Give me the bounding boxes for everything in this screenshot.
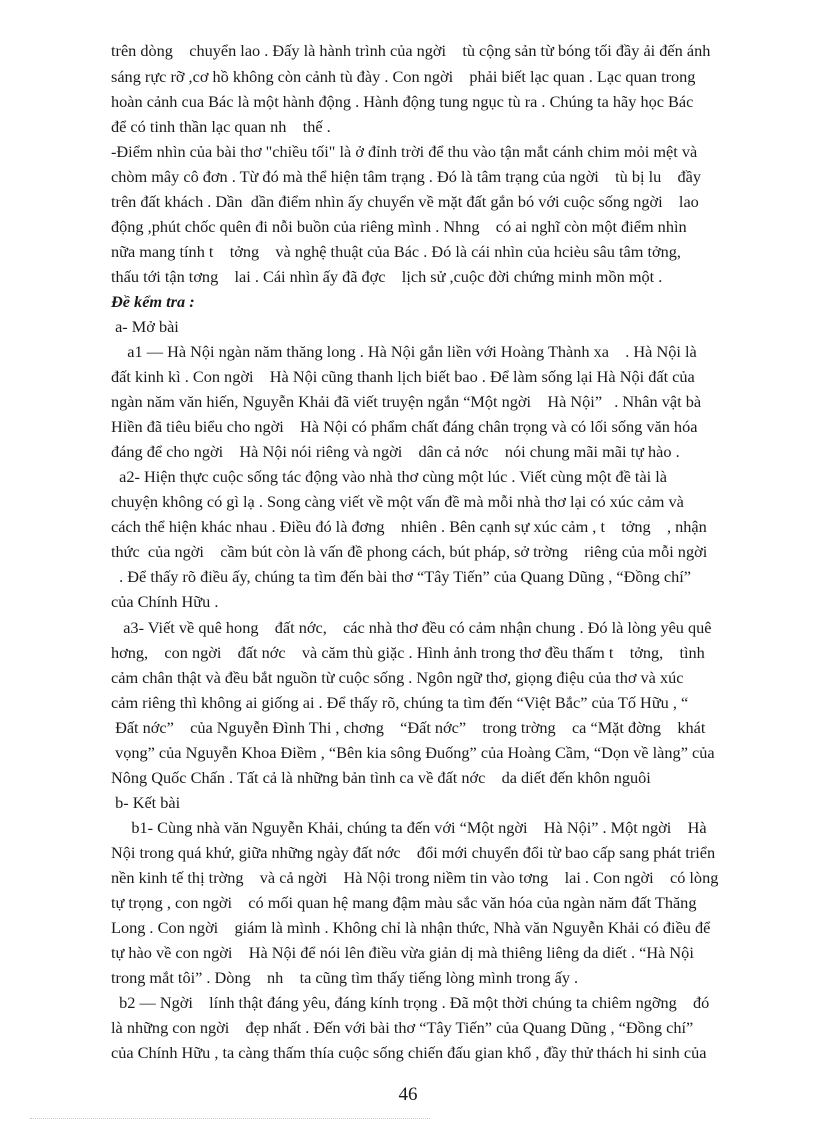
- text-line: vọng” của Nguyễn Khoa Điềm , “Bên kia sông Đuống” của Hoàng Cầm, “Dọn về làng” của: [111, 743, 715, 762]
- text-line: để có tinh thần lạc quan nh thế .: [111, 117, 331, 136]
- text-line: của Chính Hữu , ta càng thấm thía cuộc sống chiến đấu gian khổ , đầy thử thách hi sinh của: [111, 1043, 707, 1062]
- text-line: Nội trong quá khứ, giữa những ngày đất nớc đổi mới chuyển đổi từ bao cấp sang phát triển: [111, 843, 716, 862]
- text-line: cảm riêng thì không ai giống ai . Để thấy rõ, chúng ta tìm đến “Việt Bắc” của Tố Hữu , “: [111, 693, 689, 712]
- text-line: ngàn năm văn hiến, Nguyễn Khải đã viết truyện ngắn “Một ngời Hà Nội” . Nhân vật bà: [111, 392, 702, 411]
- text-line: nền kinh tế thị trờng và cả ngời Hà Nội trong niềm tin vào tơng lai . Con ngời có lòng: [111, 868, 719, 887]
- text-line: là những con ngời đẹp nhất . Đến với bài thơ “Tây Tiến” của Quang Dũng , “Đồng chí”: [111, 1018, 694, 1037]
- text-line: b2 — Ngời lính thật đáng yêu, đáng kính trọng . Đã một thời chúng ta chiêm ngỡng đó: [111, 993, 710, 1012]
- text-line: . Để thấy rõ điều ấy, chúng ta tìm đến bài thơ “Tây Tiến” của Quang Dũng , “Đồng chí”: [111, 567, 691, 586]
- text-line: a1 — Hà Nội ngàn năm thăng long . Hà Nội gắn liền với Hoàng Thành xa . Hà Nội là: [111, 342, 697, 361]
- text-line: -Điểm nhìn của bài thơ "chiều tối" là ở đỉnh trời để thu vào tận mắt cánh chim mỏi mệt và: [111, 142, 698, 161]
- text-line: Hiền đã tiêu biểu cho ngời Hà Nội có phẩm chất đáng chân trọng và có lối sống văn hóa: [111, 417, 698, 436]
- text-line: trên đất khách . Dần dần điểm nhìn ấy chuyển về mặt đất gắn bó với cuộc sống ngời lao: [111, 192, 699, 211]
- text-line: Đất nớc” của Nguyễn Đình Thi , chơng “Đất nớc” trong trờng ca “Mặt đờng khát: [111, 718, 706, 737]
- text-line: trong mắt tôi” . Dòng nh ta cũng tìm thấy tiếng lòng mình trong ấy .: [111, 968, 579, 987]
- text-line: cách thể hiện khác nhau . Điều đó là đơng nhiên . Bên cạnh sự xúc cảm , t tởng , nhận: [111, 517, 707, 536]
- text-line: tự hào về con ngời Hà Nội để nói lên điều vừa giản dị mà thiêng liêng da diết . “Hà Nội: [111, 943, 694, 962]
- text-line: cảm chân thật và đều bắt nguồn từ cuộc sống . Ngôn ngữ thơ, giọng điệu của thơ và xúc: [111, 668, 684, 687]
- text-line: tự trọng , con ngời có mối quan hệ mang đậm màu sắc văn hóa của ngàn năm đất Thăng: [111, 893, 697, 912]
- text-line: động ,phút chốc quên đi nỗi buồn của riêng mình . Nhng có ai nghĩ còn một điểm nhìn: [111, 217, 687, 236]
- text-line: thức của ngời cầm bút còn là vấn đề phong cách, bút pháp, sở trờng riêng của mỗi ngời: [111, 542, 708, 561]
- text-line: hơng, con ngời đất nớc và căm thù giặc . Hình ảnh trong thơ đều thấm t tởng, tình: [111, 643, 705, 662]
- footer-divider: [30, 1118, 430, 1119]
- text-line: Long . Con ngời giám là mình . Không chỉ là nhận thức, Nhà văn Nguyễn Khải có điều để: [111, 918, 711, 937]
- text-line: hoàn cảnh cua Bác là một hành động . Hành động tung ngục tù ra . Chúng ta hãy học Bác: [111, 92, 694, 111]
- text-line: sáng rực rỡ ,cơ hồ không còn cảnh tù đày . Con ngời phải biết lạc quan . Lạc quan trong: [111, 67, 696, 86]
- section-heading: Đề kểm tra :: [111, 292, 195, 311]
- text-line: trên dòng chuyển lao . Đấy là hành trình của ngời tù cộng sản từ bóng tối đầy ải đến ánh: [111, 41, 711, 60]
- text-line: chòm mây cô đơn . Từ đó mà thể hiện tâm trạng . Đó là tâm trạng của ngời tù bị lu đầy: [111, 167, 702, 186]
- text-line: thấu tới tận tơng lai . Cái nhìn ấy đã đợc lịch sử ,cuộc đời chứng minh mồn một .: [111, 267, 663, 286]
- subheading: b- Kết bài: [111, 793, 181, 812]
- text-line: a2- Hiện thực cuộc sống tác động vào nhà thơ cùng một lúc . Viết cùng một đề tài là: [111, 467, 668, 486]
- text-line: Nông Quốc Chấn . Tất cả là những bản tình ca về đất nớc da diết đến khôn nguôi: [111, 768, 651, 787]
- text-line: đáng để cho ngời Hà Nội nói riêng và ngời dân cả nớc nói chung mãi mãi tự hào .: [111, 442, 680, 461]
- subheading: a- Mở bài: [111, 317, 179, 336]
- text-line: nữa mang tính t tởng và nghệ thuật của Bác . Đó là cái nhìn của hcièu sâu tâm tởng,: [111, 242, 681, 261]
- text-line: đất kinh kì . Con ngời Hà Nội cũng thanh lịch biết bao . Để làm sống lại Hà Nội đất của: [111, 367, 695, 386]
- text-line: của Chính Hữu .: [111, 592, 219, 611]
- text-line: b1- Cùng nhà văn Nguyễn Khải, chúng ta đến với “Một ngời Hà Nội” . Một ngời Hà: [111, 818, 707, 837]
- text-line: a3- Viết về quê hong đất nớc, các nhà thơ đều có cảm nhận chung . Đó là lòng yêu quê: [111, 618, 712, 637]
- text-line: chuyện không có gì lạ . Song càng viết về một vấn đề mà mỗi nhà thơ lại có xúc cảm và: [111, 492, 684, 511]
- page-number: 46: [398, 1084, 418, 1105]
